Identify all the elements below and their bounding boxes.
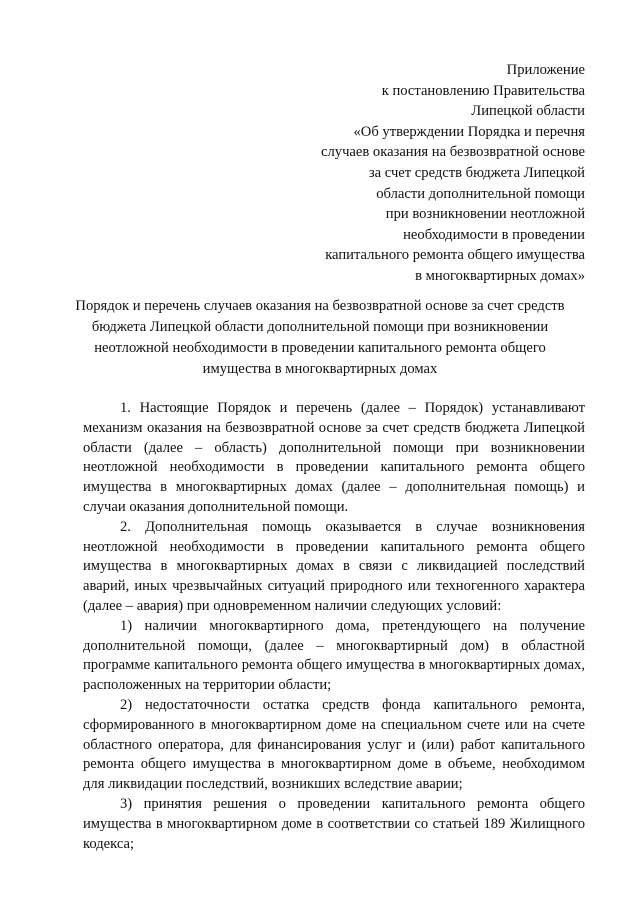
appendix-line: Приложение (506, 62, 585, 78)
appendix-line: необходимости в проведении (403, 226, 585, 243)
paragraph-condition-3: 3) принятия решения о проведении капитального ремонта общего имущества в многоквартирном доме в соответствии со статьей 189 Жилищного кодекса; (83, 795, 585, 852)
appendix-line: к постановлению Правительства (381, 82, 585, 99)
title-line: Порядок и перечень случаев оказания на безвозвратной основе за счет средств (75, 298, 565, 314)
document-title (60, 296, 580, 380)
appendix-line: капитального ремонта общего имущества (325, 247, 585, 264)
appendix-line: области дополнительной помощи (376, 185, 585, 202)
appendix-line: при возникновении неотложной (385, 206, 585, 223)
appendix-header (265, 60, 585, 287)
paragraph-1: 1. Настоящие Порядок и перечень (далее – Порядок) устанавливают механизм оказания на безвозвратной основе за счет средств бюджета Липецкой области (далее – область) дополнительной помощи при возникновении неотложной необходимости в проведении капитального ремонта общего имущества в многоквартирных домах (далее – дополнительная помощь) и случаи оказания дополнительной помощи. (83, 400, 585, 515)
paragraph-condition-2: 2) недостаточности остатка средств фонда капитального ремонта, сформированного в многоквартирном доме на специальном счете или на счете областного оператора, для финансирования услуг и (или) работ капитального ремонта общего имущества в многоквартирном доме в объеме, необходимом для ликвидации последствий, возникших вследствие аварии; (83, 696, 585, 793)
title-line: имущества в многоквартирных домах (202, 361, 438, 377)
title-line: бюджета Липецкой области дополнительной помощи при возникновении (91, 319, 549, 335)
appendix-line: «Об утверждении Порядка и перечня (353, 123, 585, 140)
appendix-line: Липецкой области (471, 103, 585, 120)
document-body (83, 399, 585, 854)
appendix-line: за счет средств бюджета Липецкой (368, 164, 585, 181)
paragraph-condition-1: 1) наличии многоквартирного дома, претендующего на получение дополнительной помощи, (далее – многоквартирный дом) в областной программе капитального ремонта общего имущества в многоквартирных домах, расположенных на территории области; (83, 617, 585, 694)
paragraph-2: 2. Дополнительная помощь оказывается в случае возникновения неотложной необходимости в проведении капитального ремонта общего имущества в многоквартирных домах в связи с ликвидацией последствий аварий, иных чрезвычайных ситуаций природного или техногенного характера (далее – авария) при одновременном наличии следующих условий: (83, 518, 585, 614)
appendix-line: в многоквартирных домах» (415, 267, 585, 284)
title-line: неотложной необходимости в проведении капитального ремонта общего (94, 340, 546, 356)
appendix-line: случаев оказания на безвозвратной основе (321, 144, 585, 161)
